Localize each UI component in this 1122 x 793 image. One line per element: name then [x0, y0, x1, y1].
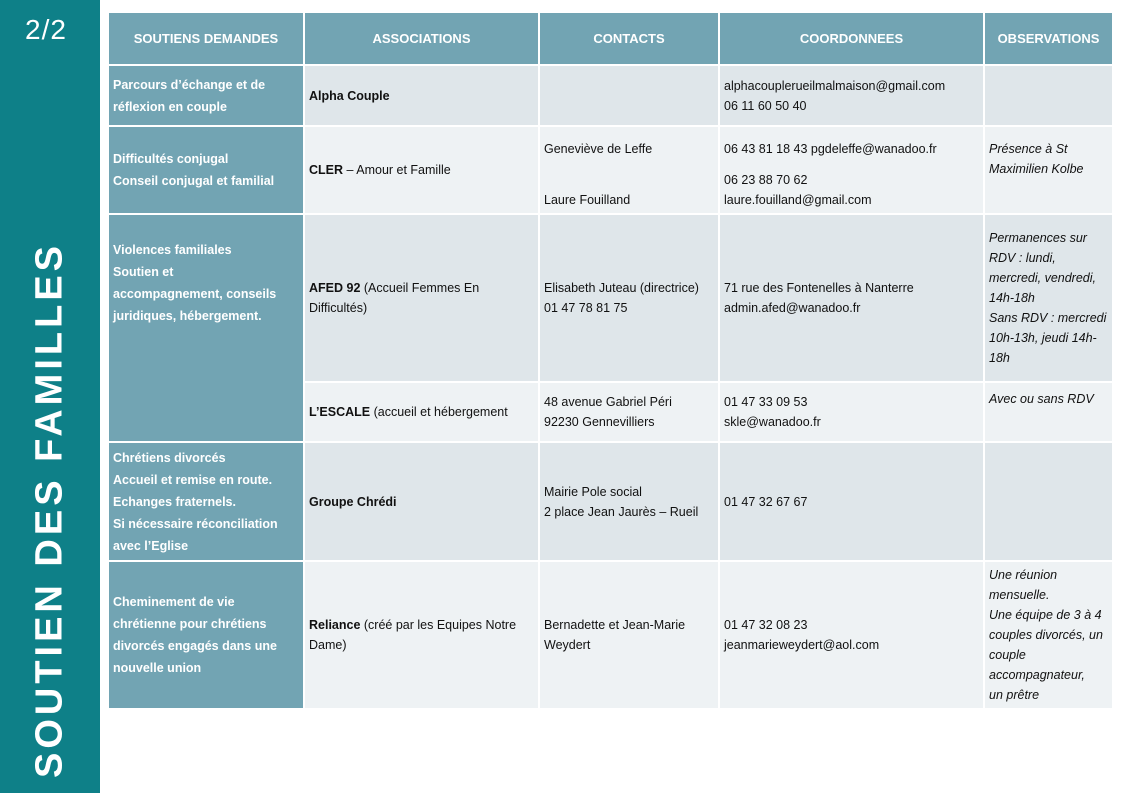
soutien-line: divorcés engagés dans une [113, 639, 277, 653]
coordonnees-cell [719, 561, 984, 709]
observation-line: 10h-13h, jeudi 14h- [989, 331, 1097, 345]
observation-line: 18h [989, 351, 1010, 365]
contacts-cell [539, 65, 719, 126]
association-cell [304, 65, 539, 126]
address: 71 rue des Fontenelles à Nanterre [724, 281, 914, 295]
side-title: SOUTIEN DES FAMILLES [28, 241, 71, 779]
soutien-line: réflexion en couple [113, 99, 227, 114]
observations-cell [984, 126, 1113, 214]
contact-name: Weydert [544, 638, 591, 652]
soutien-line: avec l’Eglise [113, 538, 189, 553]
soutien-line: Parcours d’échange et de [113, 77, 266, 92]
email-link[interactable]: skle@wanadoo.fr [724, 415, 821, 429]
soutien-line: Echanges fraternels. [113, 494, 236, 509]
soutien-cell [108, 442, 304, 561]
association-name: AFED 92 [309, 281, 361, 295]
soutien-line: Si nécessaire réconciliation [113, 516, 278, 531]
contact-name: Bernadette et Jean-Marie [544, 618, 686, 632]
soutien-cell [108, 126, 304, 214]
observation-line: 14h-18h [989, 291, 1035, 305]
table-row [108, 561, 1113, 709]
association-detail: – Amour et Famille [343, 163, 451, 177]
address: 48 avenue Gabriel Péri [544, 395, 672, 409]
soutien-line: accompagnement, conseils [113, 287, 277, 301]
phone-number: 06 11 60 50 40 [724, 98, 807, 113]
table-header-row [108, 12, 1113, 65]
page-number: 2/2 [25, 14, 67, 45]
soutien-line: Chrétiens divorcés [113, 450, 226, 465]
association-name: Alpha Couple [309, 88, 390, 103]
table-row [108, 65, 1113, 126]
observation-line: Une réunion [989, 568, 1058, 582]
association-cell [304, 382, 539, 442]
observation-line: Avec ou sans RDV [989, 392, 1094, 406]
header-soutiens: SOUTIENS DEMANDES [108, 12, 304, 65]
contact-name: Geneviève de Leffe [544, 142, 653, 156]
observation-line: un prêtre [989, 688, 1040, 702]
association-cell [304, 442, 539, 561]
phone-number: 01 47 32 08 23 [724, 618, 808, 632]
soutien-cell [108, 214, 304, 442]
contacts-cell [539, 561, 719, 709]
soutien-cell [108, 65, 304, 126]
phone-email: 06 43 81 18 43 pgdeleffe@wanadoo.fr [724, 142, 937, 156]
soutien-line: nouvelle union [113, 661, 202, 675]
contact-name: Laure Fouilland [544, 193, 631, 207]
contacts-cell [539, 126, 719, 214]
header-observations: OBSERVATIONS [984, 12, 1113, 65]
coordonnees-cell [719, 442, 984, 561]
observation-line: accompagnateur, [989, 668, 1085, 682]
association-cell [304, 561, 539, 709]
soutien-line: Cheminement de vie [113, 595, 235, 609]
contact-name: Mairie Pole social [544, 484, 642, 499]
phone-number: 01 47 33 09 53 [724, 395, 808, 409]
observations-cell [984, 561, 1113, 709]
observation-line: Sans RDV : mercredi [989, 311, 1107, 325]
coordonnees-cell [719, 126, 984, 214]
coordonnees-cell [719, 382, 984, 442]
address: 2 place Jean Jaurès – Rueil [544, 504, 699, 519]
soutien-line: Soutien et [113, 265, 174, 279]
coordonnees-cell [719, 65, 984, 126]
association-name: Reliance [309, 618, 361, 632]
contacts-cell [539, 382, 719, 442]
soutien-line: Accueil et remise en route. [113, 472, 273, 487]
soutien-line: Conseil conjugal et familial [113, 174, 275, 188]
header-contacts: CONTACTS [539, 12, 719, 65]
association-detail: (Accueil Femmes En Difficultés) [309, 281, 480, 315]
header-associations: ASSOCIATIONS [304, 12, 539, 65]
observation-line: Maximilien Kolbe [989, 162, 1084, 176]
phone-number: 01 47 32 67 67 [724, 494, 808, 509]
association-cell [304, 214, 539, 382]
observation-line: Une équipe de 3 à 4 [989, 608, 1102, 622]
table-row [108, 442, 1113, 561]
contacts-cell [539, 442, 719, 561]
soutien-line: Violences familiales [113, 243, 232, 257]
email-link[interactable]: jeanmarieweydert@aol.com [724, 638, 880, 652]
contacts-cell [539, 214, 719, 382]
observation-line: couples divorcés, un [989, 628, 1103, 642]
phone-number: 06 23 88 70 62 [724, 173, 808, 187]
observations-cell [984, 382, 1113, 442]
soutien-line: juridiques, hébergement. [113, 309, 262, 323]
observation-line: mercredi, vendredi, [989, 271, 1096, 285]
soutien-line: Difficultés conjugal [113, 152, 229, 166]
phone-number: 01 47 78 81 75 [544, 301, 628, 315]
coordonnees-cell [719, 214, 984, 382]
association-name: Groupe Chrédi [309, 494, 397, 509]
header-coordonnees: COORDONNEES [719, 12, 984, 65]
observation-line: Permanences sur [989, 231, 1087, 245]
email-link[interactable]: laure.fouilland@gmail.com [724, 193, 872, 207]
observations-cell [984, 214, 1113, 382]
email-link[interactable]: alphacouplerueilmalmaison@gmail.com [724, 78, 946, 93]
email-link[interactable]: admin.afed@wanadoo.fr [724, 301, 861, 315]
observation-line: Présence à St [989, 142, 1068, 156]
association-name: CLER [309, 163, 344, 177]
association-detail: (créé par les Equipes Notre Dame) [309, 618, 517, 652]
observation-line: RDV : lundi, [989, 251, 1056, 265]
support-table [107, 11, 1114, 710]
address: 92230 Gennevilliers [544, 415, 655, 429]
table-row [108, 126, 1113, 214]
soutien-cell [108, 561, 304, 709]
observation-line: couple [989, 648, 1026, 662]
table-row [108, 214, 1113, 382]
observation-line: mensuelle. [989, 588, 1050, 602]
association-detail: (accueil et hébergement [370, 405, 508, 419]
observations-cell [984, 442, 1113, 561]
sidebar [0, 0, 100, 793]
association-cell [304, 126, 539, 214]
association-name: L’ESCALE [309, 405, 371, 419]
observations-cell [984, 65, 1113, 126]
contact-name: Elisabeth Juteau (directrice) [544, 281, 699, 295]
soutien-line: chrétienne pour chrétiens [113, 617, 267, 631]
